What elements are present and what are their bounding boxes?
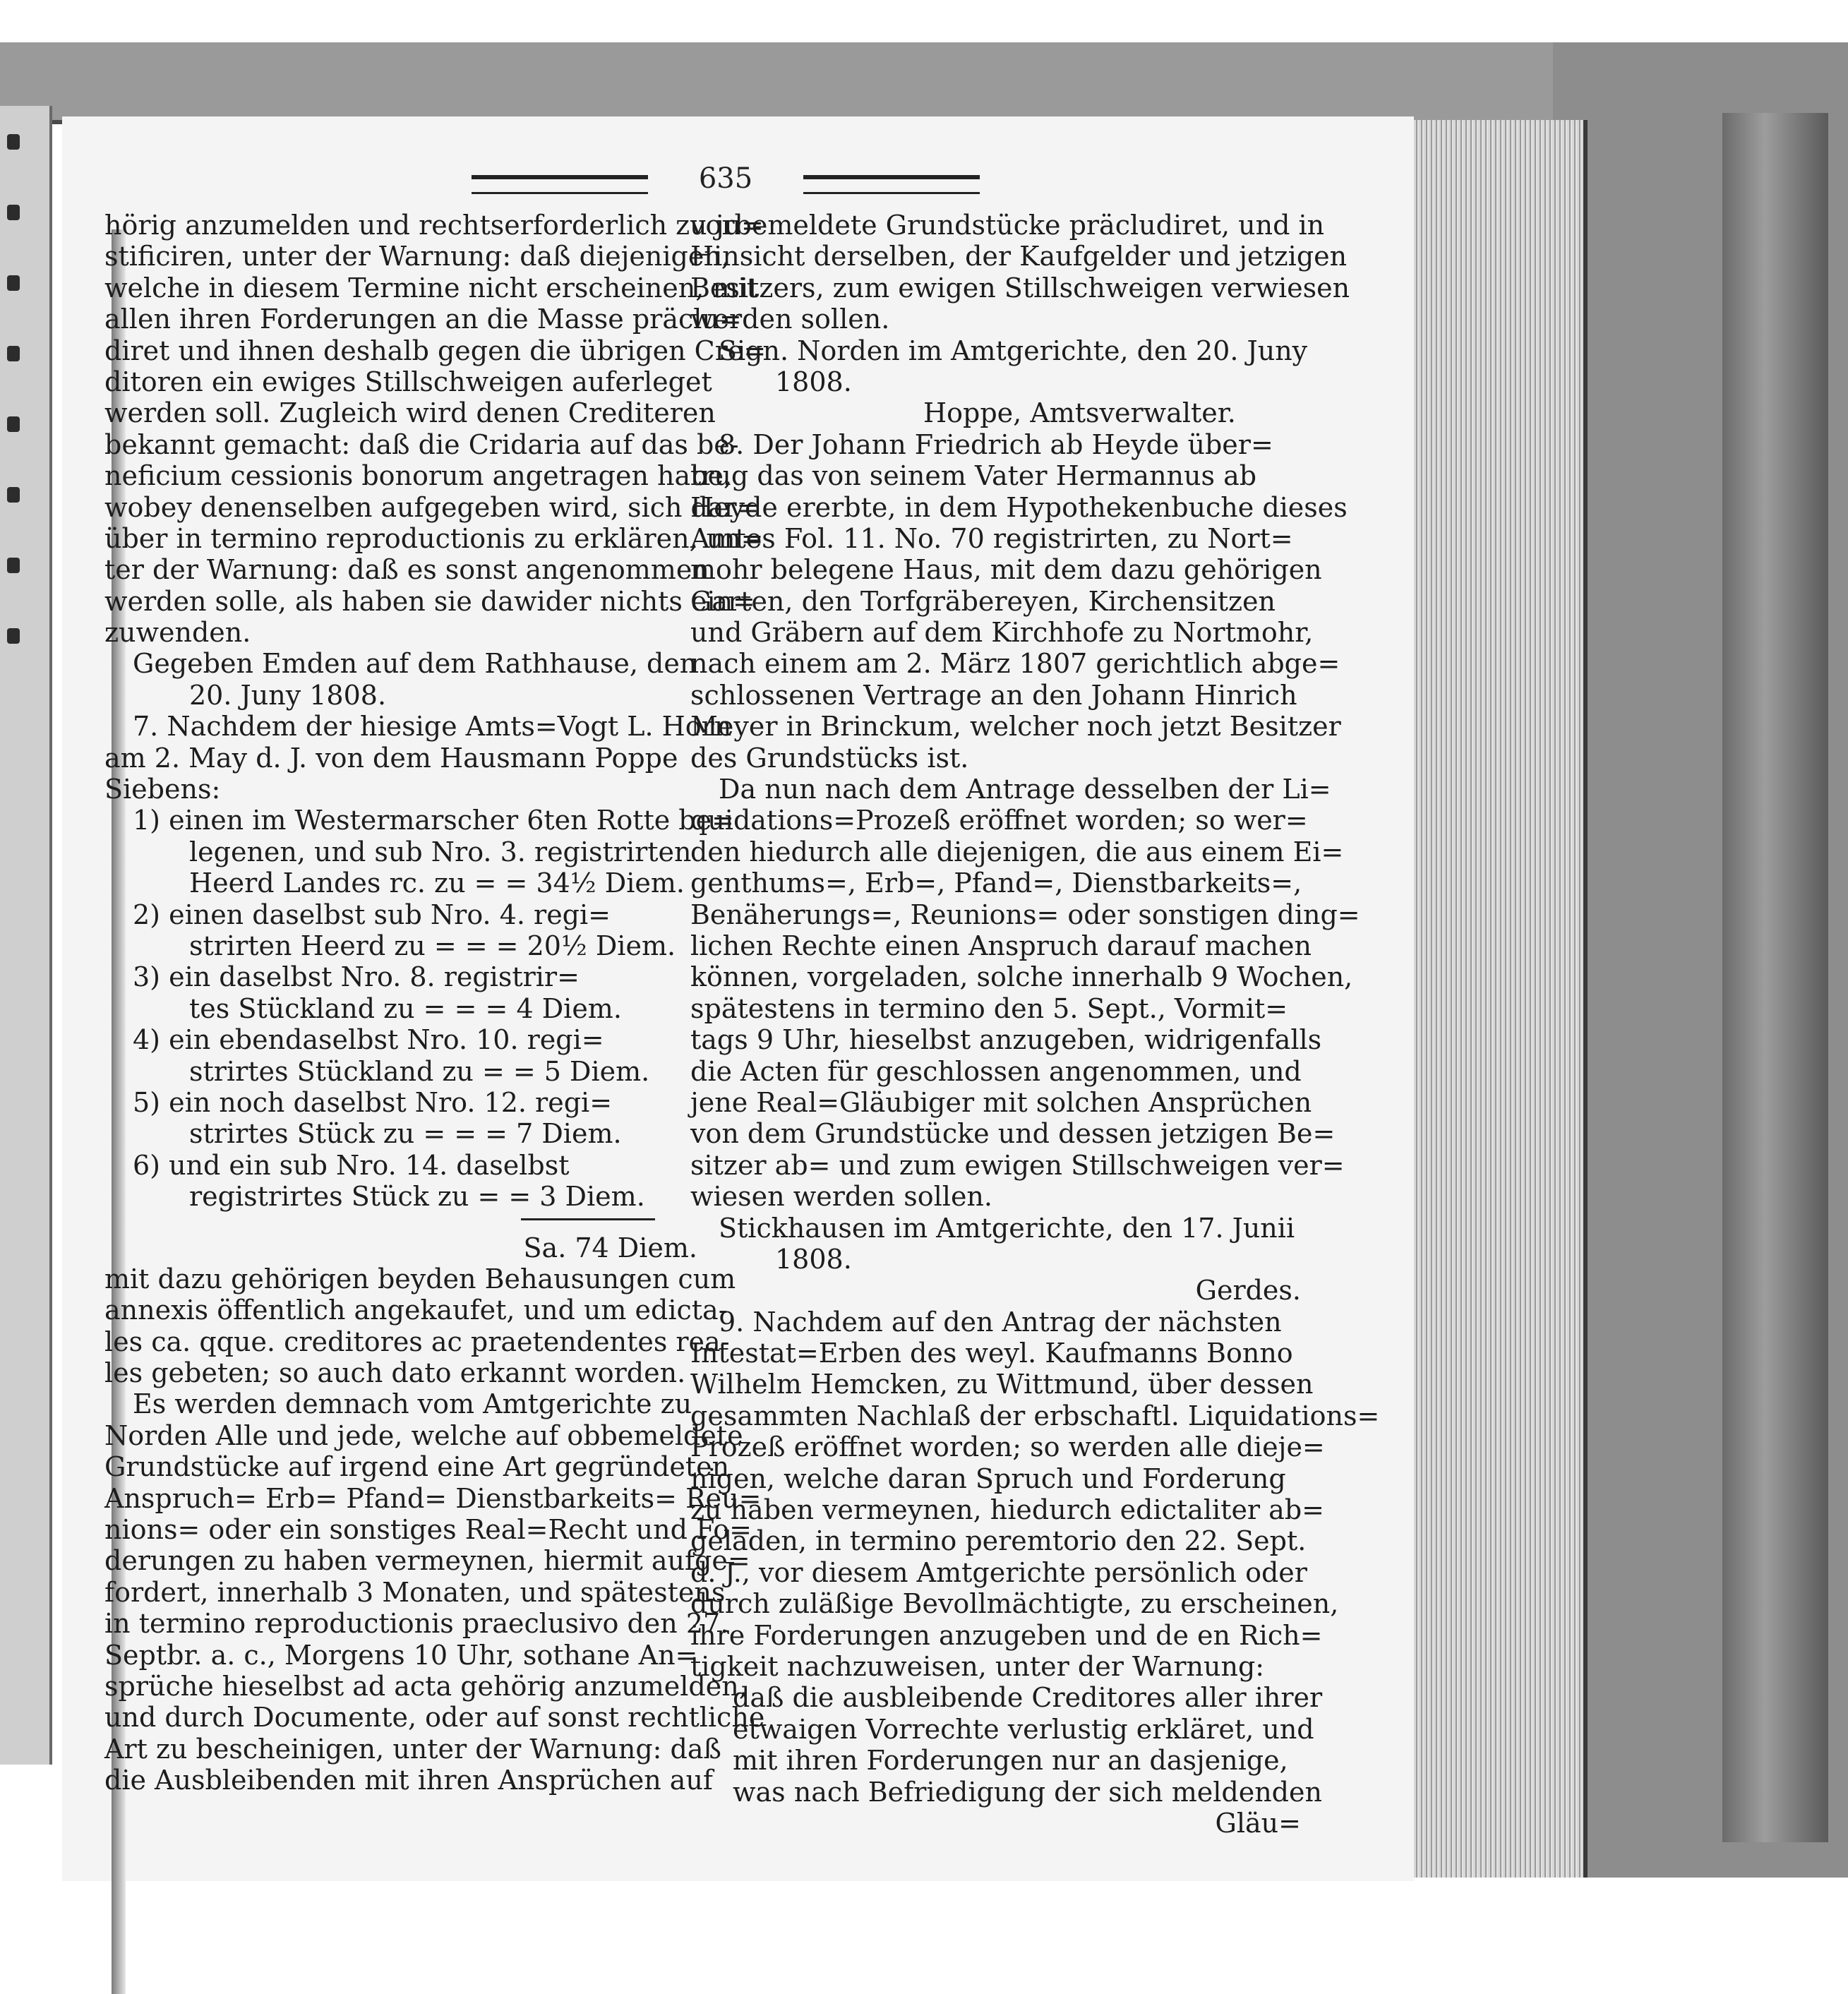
right-column-line: mit ihren Forderungen nur an dasjenige, xyxy=(733,1745,1288,1777)
left-column-line: 6) und ein sub Nro. 14. daselbst xyxy=(133,1149,570,1181)
right-column-line: die Acten für geschlossen angenommen, und xyxy=(690,1055,1302,1087)
right-column-line: 9. Nachdem auf den Antrag der nächsten xyxy=(719,1306,1282,1338)
right-column xyxy=(690,210,1380,1839)
left-column-line: les ca. qque. creditores ac praetendentes rea- xyxy=(104,1326,730,1357)
right-column-line: Gläu= xyxy=(1215,1807,1301,1839)
left-column-line: diret und ihnen deshalb gegen die übrigen Cre= xyxy=(104,335,767,366)
left-column-line: 3) ein daselbst Nro. 8. registrir= xyxy=(133,961,580,993)
left-column-line: nions= oder ein sonstiges Real=Recht und Fo= xyxy=(104,1514,752,1546)
left-column-line: zuwenden. xyxy=(104,617,251,649)
left-column-line: strirtes Stück zu = = = 7 Diem. xyxy=(189,1118,622,1150)
right-column-line: werden sollen. xyxy=(690,304,890,335)
left-column-line: Es werden demnach vom Amtgerichte zu xyxy=(133,1388,692,1420)
book-page xyxy=(62,116,1414,1881)
right-column-line: Stickhausen im Amtgerichte, den 17. Junii xyxy=(719,1212,1295,1244)
left-column-line: bekannt gemacht: daß die Cridaria auf das be- xyxy=(104,428,739,460)
left-column-line: strirten Heerd zu = = = 20½ Diem. xyxy=(189,930,676,961)
right-column-line: den hiedurch alle diejenigen, die aus einem Ei= xyxy=(690,836,1344,867)
right-column-line: Wilhelm Hemcken, zu Wittmund, über dessen xyxy=(690,1369,1314,1400)
right-column-line: ihre Forderungen anzugeben und de en Rich= xyxy=(690,1619,1323,1651)
right-column-line: was nach Befriedigung der sich meldenden xyxy=(733,1776,1322,1808)
right-column-line: Intestat=Erben des weyl. Kaufmanns Bonno xyxy=(690,1338,1293,1369)
right-column-line: 8. Der Johann Friedrich ab Heyde über= xyxy=(719,428,1273,460)
right-column-line: von dem Grundstücke und dessen jetzigen Be= xyxy=(690,1118,1336,1150)
left-column-line: am 2. May d. J. von dem Hausmann Poppe xyxy=(104,742,678,774)
right-column-line: Prozeß eröffnet worden; so werden alle dieje= xyxy=(690,1431,1325,1463)
right-column-line: trug das von seinem Vater Hermannus ab xyxy=(690,460,1257,492)
right-column-line: quidations=Prozeß eröffnet worden; so wer= xyxy=(690,805,1308,836)
page-number: 635 xyxy=(698,162,753,195)
right-column-line: Garten, den Torfgräbereyen, Kirchensitzen xyxy=(690,585,1276,617)
right-column-line: zu haben vermeynen, hiedurch edictaliter ab= xyxy=(690,1494,1324,1526)
right-column-line: Hinsicht derselben, der Kaufgelder und jetzigen xyxy=(690,241,1348,272)
right-column-line: Heyde ererbte, in dem Hypothekenbuche dieses xyxy=(690,491,1348,523)
left-column-line: werden solle, als haben sie dawider nichts ein= xyxy=(104,585,755,617)
left-column-line: 2) einen daselbst sub Nro. 4. regi= xyxy=(133,899,611,930)
left-column-line: und durch Documente, oder auf sonst rechtliche xyxy=(104,1702,765,1734)
right-column-line: sitzer ab= und zum ewigen Stillschweigen ver= xyxy=(690,1149,1345,1181)
right-column-line: des Grundstücks ist. xyxy=(690,742,969,774)
right-column-line: mohr belegene Haus, mit dem dazu gehörigen xyxy=(690,554,1322,586)
right-column-line: durch zuläßige Bevollmächtigte, zu erscheinen, xyxy=(690,1588,1339,1620)
sum-rule xyxy=(104,1218,697,1232)
page-header xyxy=(472,162,980,205)
right-column-line: können, vorgeladen, solche innerhalb 9 Wochen, xyxy=(690,961,1353,993)
right-column-line: Gerdes. xyxy=(1195,1275,1301,1307)
left-column-line: Art zu bescheinigen, unter der Warnung: daß xyxy=(104,1733,721,1765)
right-column-line: Sign. Norden im Amtgerichte, den 20. Juny xyxy=(719,335,1308,366)
right-column-line: Besitzers, zum ewigen Stillschweigen verwiesen xyxy=(690,272,1350,304)
left-column-line: Heerd Landes rc. zu = = 34½ Diem. xyxy=(189,867,685,899)
right-column-line: nach einem am 2. März 1807 gerichtlich abge= xyxy=(690,648,1340,680)
book-cover-top xyxy=(0,42,1624,124)
left-column-line: mit dazu gehörigen beyden Behausungen cum xyxy=(104,1263,736,1295)
right-column-line: lichen Rechte einen Anspruch darauf machen xyxy=(690,930,1312,961)
left-column-line: Anspruch= Erb= Pfand= Dienstbarkeits= Reu= xyxy=(104,1482,762,1514)
right-column-line: nigen, welche daran Spruch und Forderung xyxy=(690,1463,1286,1494)
left-column-line: die Ausbleibenden mit ihren Ansprüchen auf xyxy=(104,1765,713,1796)
left-column-line: 7. Nachdem der hiesige Amts=Vogt L. Horn xyxy=(133,711,732,743)
left-column-line: in termino reproductionis praeclusivo den 27. xyxy=(104,1608,729,1640)
left-column-line: sprüche hieselbst ad acta gehörig anzumelden, xyxy=(104,1670,748,1702)
left-column-line: derungen zu haben vermeynen, hiermit aufge= xyxy=(104,1545,750,1577)
right-column-line: etwaigen Vorrechte verlustig erkläret, und xyxy=(733,1713,1314,1745)
left-column-line: tes Stückland zu = = = 4 Diem. xyxy=(189,992,622,1024)
right-column-line: wiesen werden sollen. xyxy=(690,1181,992,1213)
left-column-line: stificiren, unter der Warnung: daß diejenigen, xyxy=(104,241,730,272)
right-column-line: vorbemeldete Grundstücke präcludiret, und in xyxy=(690,210,1325,241)
page-edges xyxy=(1412,120,1588,1878)
left-column-line: legenen, und sub Nro. 3. registrirten xyxy=(189,836,692,867)
left-column-line: 1) einen im Westermarscher 6ten Rotte be= xyxy=(133,805,734,836)
left-column xyxy=(104,210,767,1796)
right-column-line: gesammten Nachlaß der erbschaftl. Liquidations= xyxy=(690,1400,1380,1431)
left-column-line: allen ihren Forderungen an die Masse präclu= xyxy=(104,304,742,335)
right-column-line: geladen, in termino peremtorio den 22. Sept. xyxy=(690,1525,1307,1557)
right-column-line: daß die ausbleibende Creditores aller ihrer xyxy=(733,1682,1323,1714)
left-column-line: Siebens: xyxy=(104,774,221,805)
facing-page-edge xyxy=(0,106,52,1765)
left-column-line: Gegeben Emden auf dem Rathhause, den xyxy=(133,648,697,680)
right-column-line: d. J., vor diesem Amtgerichte persönlich oder xyxy=(690,1556,1307,1588)
left-column-line: Grundstücke auf irgend eine Art gegründeten xyxy=(104,1451,730,1483)
left-column-line: Norden Alle und jede, welche auf obbemeldete xyxy=(104,1419,743,1451)
left-column-line: strirtes Stückland zu = = 5 Diem. xyxy=(189,1055,650,1087)
right-column-line: Hoppe, Amtsverwalter. xyxy=(923,397,1236,429)
left-column-line: neficium cessionis bonorum angetragen habe, xyxy=(104,460,733,492)
right-column-line: tigkeit nachzuweisen, unter der Warnung: xyxy=(690,1650,1265,1682)
right-column-line: schlossenen Vertrage an den Johann Hinrich xyxy=(690,679,1297,711)
right-column-line: genthums=, Erb=, Pfand=, Dienstbarkeits=, xyxy=(690,867,1302,899)
left-column-line: 20. Juny 1808. xyxy=(189,679,387,711)
left-column-line: welche in diesem Termine nicht erscheinen, mit xyxy=(104,272,757,304)
left-column-line: Septbr. a. c., Morgens 10 Uhr, sothane An= xyxy=(104,1639,698,1671)
left-column-line: annexis öffentlich angekaufet, und um edicta- xyxy=(104,1295,728,1326)
left-column-line: ditoren ein ewiges Stillschweigen auferleget xyxy=(104,366,712,397)
right-column-line: tags 9 Uhr, hieselbst anzugeben, widrigenfalls xyxy=(690,1024,1322,1056)
left-column-line: werden soll. Zugleich wird denen Crediteren xyxy=(104,397,716,429)
left-column-line: Sa. 74 Diem. xyxy=(523,1232,697,1263)
left-column-line: les gebeten; so auch dato erkannt worden. xyxy=(104,1357,686,1389)
left-column-line: registrirtes Stück zu = = 3 Diem. xyxy=(189,1181,645,1213)
right-column-line: Benäherungs=, Reunions= oder sonstigen ding= xyxy=(690,899,1360,930)
right-column-line: 1808. xyxy=(775,1243,852,1275)
left-column-line: ter der Warnung: daß es sonst angenommen xyxy=(104,554,709,586)
right-column-line: und Gräbern auf dem Kirchhofe zu Nortmohr, xyxy=(690,617,1314,649)
book-spine-shadow xyxy=(1722,113,1828,1842)
left-column-line: fordert, innerhalb 3 Monaten, und spätestens xyxy=(104,1576,726,1608)
right-column-line: jene Real=Gläubiger mit solchen Ansprüchen xyxy=(690,1086,1312,1118)
header-rule-right xyxy=(803,175,980,194)
left-column-line: über in termino reproductionis zu erklären, un= xyxy=(104,522,764,554)
left-column-line: wobey denenselben aufgegeben wird, sich dar= xyxy=(104,491,760,523)
right-column-line: spätestens in termino den 5. Sept., Vormit= xyxy=(690,992,1288,1024)
left-column-line: 5) ein noch daselbst Nro. 12. regi= xyxy=(133,1086,613,1118)
right-column-line: Da nun nach dem Antrage desselben der Li= xyxy=(719,774,1331,805)
right-column-line: Meyer in Brinckum, welcher noch jetzt Besitzer xyxy=(690,711,1341,743)
right-column-line: Amtes Fol. 11. No. 70 registrirten, zu Nort= xyxy=(690,522,1293,554)
left-column-line: hörig anzumelden und rechtserforderlich zu ju= xyxy=(104,210,764,241)
left-column-line: 4) ein ebendaselbst Nro. 10. regi= xyxy=(133,1024,604,1056)
right-column-line: 1808. xyxy=(775,366,852,397)
